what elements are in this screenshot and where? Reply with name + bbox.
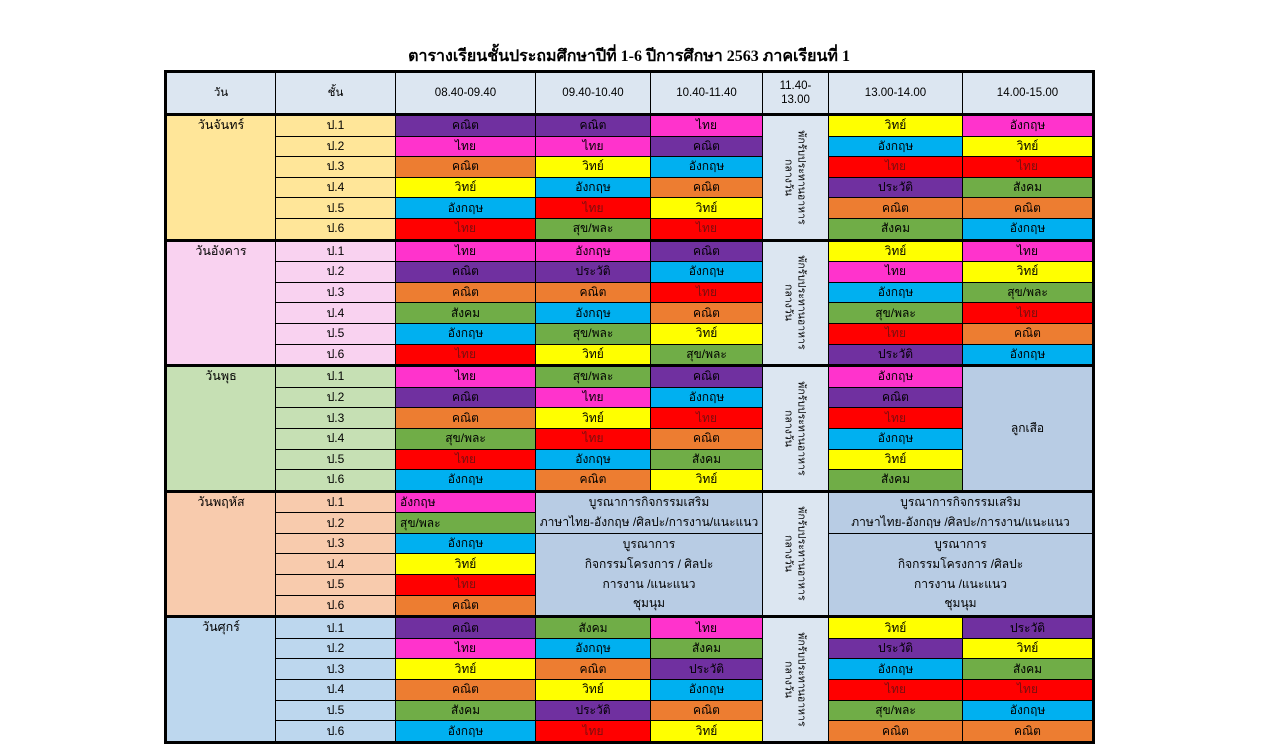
subject-cell: สังคม [829,218,963,240]
grade-cell: ป.3 [276,408,396,429]
lunch-label: พักรับประทานอาหาร กลางวัน [783,255,808,350]
grade-cell: ป.6 [276,721,396,743]
grade-cell: ป.1 [276,491,396,513]
subject-cell: คณิต [396,408,536,429]
subject-cell: สุข/พละ [396,513,536,534]
subject-cell: อังกฤษ [536,303,651,324]
subject-cell: ไทย [829,323,963,344]
subject-cell: คณิต [396,115,536,137]
grade-cell: ป.2 [276,136,396,157]
subject-cell: อังกฤษ [536,240,651,262]
subject-cell: อังกฤษ [963,700,1094,721]
timetable-row [166,638,1094,659]
subject-cell: คณิต [829,198,963,219]
lunch-cell [763,491,829,617]
header-day: วัน [166,72,276,115]
subject-cell: สังคม [396,700,536,721]
subject-cell: วิทย์ [396,659,536,680]
subject-cell: ไทย [829,680,963,701]
subject-cell: วิทย์ [651,323,763,344]
subject-cell: คณิต [651,136,763,157]
subject-cell: คณิต [963,323,1094,344]
subject-cell: ประวัติ [651,659,763,680]
timetable-row [166,303,1094,324]
timetable-row [166,323,1094,344]
timetable-row [166,659,1094,680]
grade-cell: ป.5 [276,700,396,721]
subject-cell: ไทย [536,721,651,743]
subject-cell: ไทย [396,344,536,366]
subject-cell: อังกฤษ [396,491,536,513]
header-time-0: 08.40-09.40 [396,72,536,115]
lunch-cell [763,115,829,241]
activity-panel-cell: บูรณาการ กิจกรรมโครงการ / ศิลปะ การงาน /แนะแนว ชุมนุม [536,533,763,616]
subject-cell: อังกฤษ [396,533,536,554]
timetable-body [166,115,1094,743]
subject-cell: ไทย [651,408,763,429]
timetable-row [166,533,1094,554]
subject-cell: ประวัติ [963,617,1094,639]
subject-cell: ประวัติ [536,262,651,283]
grade-cell: ป.3 [276,533,396,554]
timetable-row [166,136,1094,157]
subject-cell: ไทย [829,408,963,429]
grade-cell: ป.4 [276,554,396,575]
grade-cell: ป.5 [276,198,396,219]
subject-cell: วิทย์ [396,177,536,198]
subject-cell: ไทย [963,240,1094,262]
subject-cell: อังกฤษ [829,282,963,303]
subject-cell: ไทย [396,366,536,388]
grade-cell: ป.2 [276,513,396,534]
subject-cell: สุข/พละ [651,344,763,366]
grade-cell: ป.2 [276,262,396,283]
subject-cell: สุข/พละ [536,218,651,240]
header-time-pm-0: 13.00-14.00 [829,72,963,115]
subject-cell: ไทย [396,638,536,659]
subject-cell: คณิต [651,177,763,198]
subject-cell: คณิต [829,387,963,408]
grade-cell: ป.5 [276,575,396,596]
subject-cell: วิทย์ [829,617,963,639]
subject-cell: ไทย [396,240,536,262]
subject-cell: วิทย์ [829,115,963,137]
timetable-row [166,262,1094,283]
timetable-row [166,470,1094,492]
subject-cell: ไทย [963,157,1094,178]
grade-cell: ป.6 [276,344,396,366]
subject-cell: คณิต [651,700,763,721]
subject-cell: ไทย [651,282,763,303]
subject-cell: วิทย์ [651,721,763,743]
grade-cell: ป.4 [276,428,396,449]
subject-cell: ไทย [963,680,1094,701]
subject-cell: อังกฤษ [963,115,1094,137]
subject-cell: อังกฤษ [829,428,963,449]
subject-cell: สุข/พละ [829,700,963,721]
subject-cell: คณิต [396,282,536,303]
subject-cell: วิทย์ [829,240,963,262]
day-cell: วันพุธ [166,366,276,492]
timetable-row [166,387,1094,408]
subject-cell: วิทย์ [963,638,1094,659]
subject-cell: อังกฤษ [651,262,763,283]
timetable-row [166,157,1094,178]
subject-cell: ไทย [963,303,1094,324]
subject-cell: คณิต [536,470,651,492]
grade-cell: ป.1 [276,366,396,388]
subject-cell: ไทย [396,218,536,240]
subject-cell: ไทย [536,387,651,408]
subject-cell: คณิต [396,595,536,617]
subject-cell: อังกฤษ [396,323,536,344]
subject-cell: สุข/พละ [829,303,963,324]
timetable-row [166,344,1094,366]
timetable-row [166,240,1094,262]
header-time-lunch: 11.40- 13.00 [763,72,829,115]
timetable-row [166,449,1094,470]
day-cell: วันจันทร์ [166,115,276,241]
subject-cell: ไทย [829,262,963,283]
subject-cell: คณิต [396,157,536,178]
subject-cell: อังกฤษ [829,366,963,388]
subject-cell: คณิต [963,721,1094,743]
subject-cell: วิทย์ [651,470,763,492]
subject-cell: วิทย์ [536,157,651,178]
timetable-row [166,115,1094,137]
subject-cell: สังคม [536,617,651,639]
subject-cell: คณิต [651,240,763,262]
subject-cell: ประวัติ [829,177,963,198]
subject-cell: อังกฤษ [963,344,1094,366]
day-cell: วันศุกร์ [166,617,276,743]
grade-cell: ป.5 [276,449,396,470]
subject-cell: สังคม [651,638,763,659]
subject-cell: วิทย์ [536,408,651,429]
subject-cell: วิทย์ [536,344,651,366]
header-time-pm-1: 14.00-15.00 [963,72,1094,115]
subject-cell: คณิต [536,115,651,137]
grade-cell: ป.3 [276,282,396,303]
subject-cell: ไทย [396,575,536,596]
subject-cell: ไทย [651,115,763,137]
subject-cell: ไทย [396,136,536,157]
grade-cell: ป.3 [276,157,396,178]
subject-cell: สังคม [829,470,963,492]
timetable-row [166,491,1094,513]
timetable-row [166,680,1094,701]
subject-cell: อังกฤษ [396,470,536,492]
subject-cell: สุข/พละ [963,282,1094,303]
header-row [166,72,1094,115]
subject-cell: คณิต [536,282,651,303]
subject-cell: สุข/พละ [396,428,536,449]
subject-cell: ประวัติ [829,638,963,659]
timetable-row [166,282,1094,303]
grade-cell: ป.2 [276,638,396,659]
subject-cell: วิทย์ [651,198,763,219]
subject-cell: อังกฤษ [651,387,763,408]
subject-cell: คณิต [396,387,536,408]
subject-cell: คณิต [963,198,1094,219]
activity-panel-cell: บูรณาการกิจกรรมเสริม ภาษาไทย-อังกฤษ /ศิลปะ/การงาน/แนะแนว [829,491,1094,533]
header-time-2: 10.40-11.40 [651,72,763,115]
grade-cell: ป.6 [276,218,396,240]
subject-cell: สังคม [396,303,536,324]
timetable-row [166,700,1094,721]
scout-cell: ลูกเสือ [963,366,1094,492]
timetable-row [166,617,1094,639]
subject-cell: คณิต [651,428,763,449]
timetable-row [166,218,1094,240]
header-grade: ชั้น [276,72,396,115]
timetable-row [166,198,1094,219]
lunch-label: พักรับประทานอาหาร กลางวัน [783,632,808,727]
subject-cell: อังกฤษ [651,680,763,701]
subject-cell: สังคม [963,177,1094,198]
grade-cell: ป.4 [276,680,396,701]
grade-cell: ป.1 [276,115,396,137]
subject-cell: วิทย์ [963,136,1094,157]
timetable [164,70,1095,744]
grade-cell: ป.4 [276,303,396,324]
subject-cell: วิทย์ [963,262,1094,283]
grade-cell: ป.4 [276,177,396,198]
grade-cell: ป.1 [276,617,396,639]
subject-cell: ประวัติ [536,700,651,721]
subject-cell: ไทย [536,136,651,157]
subject-cell: ไทย [536,428,651,449]
grade-cell: ป.2 [276,387,396,408]
subject-cell: อังกฤษ [396,721,536,743]
subject-cell: ไทย [651,617,763,639]
lunch-label: พักรับประทานอาหาร กลางวัน [783,506,808,602]
subject-cell: สังคม [651,449,763,470]
activity-panel-cell: บูรณาการกิจกรรมเสริม ภาษาไทย-อังกฤษ /ศิลปะ/การงาน/แนะแนว [536,491,763,533]
subject-cell: สุข/พละ [536,323,651,344]
subject-cell: วิทย์ [536,680,651,701]
subject-cell: คณิต [396,680,536,701]
subject-cell: อังกฤษ [651,157,763,178]
lunch-cell [763,240,829,366]
subject-cell: อังกฤษ [829,659,963,680]
subject-cell: คณิต [829,721,963,743]
grade-cell: ป.3 [276,659,396,680]
subject-cell: คณิต [396,262,536,283]
subject-cell: คณิต [536,659,651,680]
subject-cell: คณิต [651,303,763,324]
grade-cell: ป.6 [276,595,396,617]
timetable-row [166,177,1094,198]
lunch-cell [763,366,829,492]
subject-cell: อังกฤษ [829,136,963,157]
subject-cell: วิทย์ [829,449,963,470]
timetable-header [166,72,1094,115]
day-cell: วันอังคาร [166,240,276,366]
subject-cell: คณิต [396,617,536,639]
lunch-label: พักรับประทานอาหาร กลางวัน [783,130,808,225]
subject-cell: ไทย [396,449,536,470]
subject-cell: อังกฤษ [536,638,651,659]
subject-cell: อังกฤษ [396,198,536,219]
subject-cell: สังคม [963,659,1094,680]
page-title: ตารางเรียนชั้นประถมศึกษาปีที่ 1-6 ปีการศึกษา 2563 ภาคเรียนที่ 1 [408,48,850,65]
grade-cell: ป.1 [276,240,396,262]
subject-cell: อังกฤษ [963,218,1094,240]
grade-cell: ป.6 [276,470,396,492]
lunch-cell [763,617,829,743]
subject-cell: สุข/พละ [536,366,651,388]
day-cell: วันพฤหัส [166,491,276,617]
subject-cell: อังกฤษ [536,449,651,470]
timetable-row [166,721,1094,743]
subject-cell: ไทย [536,198,651,219]
subject-cell: คณิต [651,366,763,388]
activity-panel-cell: บูรณาการ กิจกรรมโครงการ /ศิลปะ การงาน /แนะแนว ชุมนุม [829,533,1094,616]
grade-cell: ป.5 [276,323,396,344]
timetable-row [166,366,1094,388]
subject-cell: ไทย [829,157,963,178]
header-time-1: 09.40-10.40 [536,72,651,115]
lunch-label: พักรับประทานอาหาร กลางวัน [783,381,808,476]
subject-cell: ประวัติ [829,344,963,366]
subject-cell: วิทย์ [396,554,536,575]
timetable-row [166,408,1094,429]
subject-cell: ไทย [651,218,763,240]
timetable-row [166,428,1094,449]
subject-cell: อังกฤษ [536,177,651,198]
